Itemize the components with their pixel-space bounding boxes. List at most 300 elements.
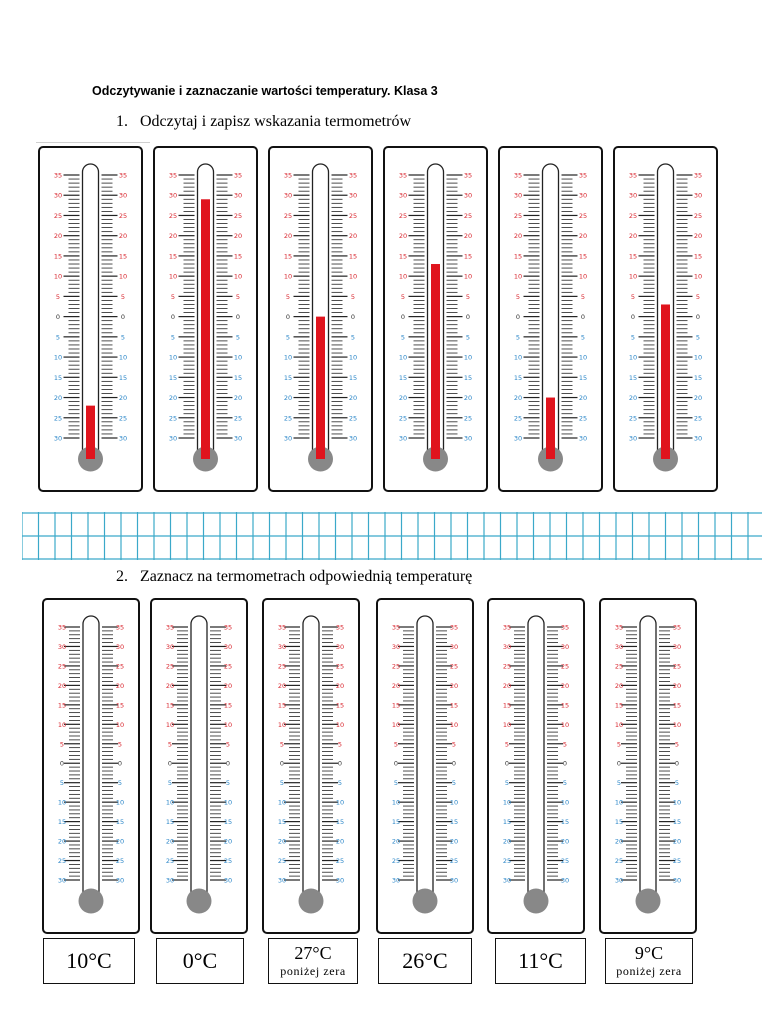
scale-label: 25 [53,211,63,220]
scale-label: 30 [391,642,401,651]
scale-label: 20 [233,232,243,241]
divider-line [36,142,150,143]
scale-label: 20 [57,681,67,690]
scale-label: 15 [672,818,682,827]
scale-label: 30 [513,434,523,443]
scale-label: 15 [449,701,459,710]
scale-label: 20 [165,837,175,846]
scale-label: 20 [463,232,473,241]
scale-label: 10 [348,353,358,362]
scale-label: 0 [465,313,471,322]
scale-label: 30 [53,434,63,443]
scale-label: 20 [277,681,287,690]
scale-label: 0 [674,759,680,768]
scale-label: 10 [165,798,175,807]
scale-label: 20 [57,837,67,846]
scale-label: 15 [348,252,358,261]
scale-label: 10 [578,353,588,362]
scale-label: 10 [560,798,570,807]
scale-label: 20 [391,837,401,846]
scale-label: 5 [120,333,126,342]
scale-label: 5 [400,292,406,301]
scale-label: 20 [614,837,624,846]
scale-label: 30 [398,191,408,200]
scale-label: 5 [279,779,285,788]
scale-label: 15 [118,373,128,382]
scale-label: 5 [451,779,457,788]
scale-label: 30 [463,191,473,200]
scale-label: 15 [168,252,178,261]
scale-label: 5 [616,779,622,788]
scale-label: 5 [393,740,399,749]
scale-label: 25 [115,662,125,671]
scale-label: 15 [578,252,588,261]
scale-label: 25 [449,662,459,671]
scale-label: 0 [59,759,65,768]
scale-label: 5 [616,740,622,749]
scale-label: 25 [502,662,512,671]
scale-label: 25 [348,211,358,220]
scale-label: 20 [513,394,523,403]
thermometer-blank-5[interactable] [487,598,585,934]
scale-label: 20 [348,232,358,241]
scale-label: 5 [562,740,568,749]
thermometer-4 [383,146,488,492]
scale-label: 15 [223,818,233,827]
scale-label: 5 [515,292,521,301]
scale-label: 10 [57,798,67,807]
mercury-column [661,304,670,459]
scale-label: 10 [614,720,624,729]
scale-label: 35 [463,171,473,180]
scale-label: 10 [223,798,233,807]
scale-label: 35 [391,623,401,632]
scale-label: 10 [463,272,473,281]
scale-label: 20 [672,837,682,846]
scale-label: 25 [693,211,703,220]
thermometer-blank-3[interactable] [262,598,360,934]
scale-label: 0 [225,759,231,768]
scale-label: 30 [165,642,175,651]
scale-label: 25 [560,662,570,671]
scale-label: 35 [335,623,345,632]
scale-label: 0 [117,759,123,768]
scale-label: 15 [391,818,401,827]
scale-label: 0 [120,313,126,322]
scale-label: 10 [53,353,63,362]
scale-label: 35 [449,623,459,632]
scale-label: 30 [283,434,293,443]
scale-label: 5 [59,779,65,788]
scale-label: 30 [502,642,512,651]
scale-label: 5 [120,292,126,301]
task-2-heading [116,568,472,586]
scale-label: 10 [449,798,459,807]
scale-label: 0 [695,313,701,322]
scale-label: 20 [168,232,178,241]
scale-label: 10 [277,720,287,729]
scale-label: 15 [513,373,523,382]
scale-label: 20 [277,837,287,846]
scale-label: 5 [515,333,521,342]
thermometer-graphic [500,148,601,490]
scale-label: 0 [504,759,510,768]
scale-label: 15 [398,252,408,261]
scale-label: 10 [233,353,243,362]
thermometer-blank-2[interactable] [150,598,248,934]
scale-label: 20 [53,232,63,241]
graph-paper-strip [22,512,762,560]
scale-label: 15 [277,818,287,827]
scale-label: 30 [277,876,287,885]
scale-label: 10 [513,353,523,362]
scale-label: 20 [165,681,175,690]
scale-label: 20 [391,681,401,690]
scale-label: 35 [118,171,128,180]
scale-label: 0 [616,759,622,768]
thermometer-graphic [378,600,472,932]
scale-label: 35 [614,623,624,632]
scale-label: 5 [580,292,586,301]
scale-label: 20 [168,394,178,403]
scale-label: 30 [693,434,703,443]
scale-label: 10 [449,720,459,729]
scale-label: 20 [335,681,345,690]
scale-label: 15 [118,252,128,261]
scale-label: 25 [57,662,67,671]
scale-label: 30 [277,642,287,651]
scale-label: 20 [115,837,125,846]
scale-label: 20 [398,394,408,403]
scale-label: 30 [335,876,345,885]
scale-label: 25 [463,414,473,423]
scale-label: 20 [115,681,125,690]
scale-label: 35 [223,623,233,632]
task-2-text: Zaznacz na termometrach odpowiednią temperaturę [140,568,473,585]
scale-label: 25 [283,414,293,423]
scale-label: 0 [235,313,241,322]
scale-label: 5 [117,740,123,749]
scale-label: 5 [235,333,241,342]
scale-label: 15 [560,701,570,710]
scale-label: 20 [283,232,293,241]
scale-label: 25 [223,662,233,671]
scale-label: 25 [335,662,345,671]
answer-box-1 [43,938,135,984]
scale-label: 0 [451,759,457,768]
scale-label: 15 [614,701,624,710]
scale-label: 5 [170,333,176,342]
scale-label: 20 [560,681,570,690]
scale-label: 20 [223,681,233,690]
scale-label: 25 [513,414,523,423]
thermometer-graphic [40,148,141,490]
scale-label: 30 [223,876,233,885]
thermometer-bulb [524,889,549,914]
scale-label: 15 [398,373,408,382]
scale-label: 30 [560,642,570,651]
scale-label: 20 [502,837,512,846]
scale-label: 30 [398,434,408,443]
scale-label: 10 [628,353,638,362]
scale-label: 30 [118,191,128,200]
scale-label: 10 [391,798,401,807]
answer-value: 9°C [634,943,664,963]
scale-label: 0 [400,313,406,322]
scale-label: 35 [672,623,682,632]
scale-label: 25 [391,662,401,671]
answer-note: poniżej zera [280,964,346,978]
scale-label: 25 [463,211,473,220]
scale-label: 30 [628,191,638,200]
scale-label: 10 [693,353,703,362]
answer-value: 0°C [182,948,218,973]
scale-label: 10 [578,272,588,281]
scale-label: 20 [628,232,638,241]
scale-label: 35 [53,171,63,180]
thermometer-2 [153,146,258,492]
scale-label: 15 [53,373,63,382]
thermometer-bulb [413,889,438,914]
scale-label: 30 [449,876,459,885]
scale-label: 10 [463,353,473,362]
scale-label: 35 [513,171,523,180]
thermometer-graphic [44,600,138,932]
scale-label: 20 [335,837,345,846]
scale-label: 15 [391,701,401,710]
scale-label: 25 [614,662,624,671]
scale-label: 10 [118,353,128,362]
scale-label: 30 [693,191,703,200]
answer-note: poniżej zera [616,964,682,978]
scale-label: 25 [53,414,63,423]
scale-label: 25 [223,857,233,866]
scale-label: 10 [614,798,624,807]
scale-label: 15 [628,252,638,261]
scale-label: 5 [235,292,241,301]
scale-label: 35 [168,171,178,180]
scale-label: 30 [614,642,624,651]
scale-label: 15 [449,818,459,827]
scale-label: 15 [57,818,67,827]
scale-label: 5 [630,292,636,301]
scale-label: 20 [560,837,570,846]
scale-label: 30 [449,642,459,651]
scale-label: 10 [672,798,682,807]
scale-label: 20 [502,681,512,690]
scale-label: 15 [115,701,125,710]
scale-label: 30 [513,191,523,200]
scale-label: 30 [223,642,233,651]
scale-label: 0 [580,313,586,322]
scale-label: 10 [348,272,358,281]
thermometer-bulb [79,889,104,914]
scale-label: 30 [463,434,473,443]
scale-label: 5 [562,779,568,788]
scale-label: 5 [170,292,176,301]
scale-label: 15 [578,373,588,382]
scale-label: 25 [398,211,408,220]
scale-label: 20 [672,681,682,690]
scale-label: 30 [560,876,570,885]
scale-label: 35 [233,171,243,180]
scale-label: 30 [53,191,63,200]
scale-label: 30 [348,434,358,443]
scale-label: 0 [285,313,291,322]
answer-box-2 [156,938,244,984]
scale-label: 15 [502,701,512,710]
scale-label: 30 [578,434,588,443]
scale-label: 15 [53,252,63,261]
scale-label: 0 [337,759,343,768]
scale-label: 10 [277,798,287,807]
scale-label: 25 [672,857,682,866]
thermometer-graphic [264,600,358,932]
thermometer-5 [498,146,603,492]
scale-label: 15 [115,818,125,827]
scale-label: 20 [223,837,233,846]
mercury-column [431,264,440,459]
scale-label: 15 [335,701,345,710]
scale-label: 35 [560,623,570,632]
scale-label: 10 [391,720,401,729]
scale-label: 5 [695,292,701,301]
scale-label: 10 [513,272,523,281]
scale-label: 15 [277,701,287,710]
scale-label: 30 [168,191,178,200]
scale-label: 20 [233,394,243,403]
task-1-number: 1. [116,113,128,130]
scale-label: 25 [277,857,287,866]
scale-label: 5 [504,779,510,788]
scale-label: 5 [225,779,231,788]
scale-label: 10 [693,272,703,281]
scale-label: 10 [283,272,293,281]
scale-label: 15 [165,701,175,710]
scale-label: 25 [168,211,178,220]
thermometer-graphic [615,148,716,490]
scale-label: 5 [465,333,471,342]
scale-label: 20 [53,394,63,403]
scale-label: 15 [463,373,473,382]
scale-label: 15 [560,818,570,827]
mercury-column [201,199,210,459]
scale-label: 20 [513,232,523,241]
scale-label: 35 [115,623,125,632]
scale-label: 30 [391,876,401,885]
mercury-column [86,406,95,459]
scale-label: 5 [285,333,291,342]
scale-label: 35 [348,171,358,180]
scale-label: 25 [165,857,175,866]
scale-label: 10 [223,720,233,729]
scale-label: 30 [578,191,588,200]
thermometer-blank-6[interactable] [599,598,697,934]
scale-label: 15 [283,373,293,382]
scale-label: 5 [59,740,65,749]
scale-label: 20 [578,394,588,403]
scale-label: 10 [165,720,175,729]
answer-box-6 [605,938,693,984]
scale-label: 20 [614,681,624,690]
scale-label: 25 [168,414,178,423]
scale-label: 0 [279,759,285,768]
scale-label: 5 [167,740,173,749]
scale-label: 5 [285,292,291,301]
thermometer-blank-1[interactable] [42,598,140,934]
scale-label: 15 [463,252,473,261]
mercury-column [546,398,555,459]
scale-label: 15 [165,818,175,827]
scale-label: 30 [165,876,175,885]
scale-label: 35 [502,623,512,632]
scale-label: 15 [223,701,233,710]
scale-label: 5 [504,740,510,749]
scale-label: 30 [283,191,293,200]
scale-label: 0 [393,759,399,768]
scale-label: 30 [502,876,512,885]
scale-label: 25 [165,662,175,671]
scale-label: 10 [502,798,512,807]
scale-label: 25 [513,211,523,220]
scale-label: 5 [465,292,471,301]
scale-label: 15 [283,252,293,261]
thermometer-graphic [385,148,486,490]
scale-label: 35 [283,171,293,180]
scale-label: 10 [398,272,408,281]
scale-label: 30 [57,876,67,885]
answer-box-5 [495,938,586,984]
answer-box-4 [378,938,472,984]
scale-label: 0 [55,313,61,322]
thermometer-bulb [636,889,661,914]
scale-label: 5 [674,779,680,788]
scale-label: 10 [628,272,638,281]
scale-label: 20 [578,232,588,241]
scale-label: 30 [57,642,67,651]
scale-label: 25 [449,857,459,866]
scale-label: 10 [335,798,345,807]
scale-label: 35 [398,171,408,180]
scale-label: 30 [628,434,638,443]
scale-label: 10 [118,272,128,281]
scale-label: 30 [115,642,125,651]
scale-label: 5 [55,292,61,301]
scale-label: 20 [693,232,703,241]
scale-label: 15 [693,373,703,382]
thermometer-blank-4[interactable] [376,598,474,934]
scale-label: 5 [393,779,399,788]
scale-label: 5 [350,333,356,342]
scale-label: 25 [115,857,125,866]
scale-label: 25 [348,414,358,423]
thermometer-3 [268,146,373,492]
scale-label: 35 [578,171,588,180]
scale-label: 10 [168,272,178,281]
answer-value: 26°C [402,948,448,973]
scale-label: 15 [233,252,243,261]
scale-label: 20 [693,394,703,403]
scale-label: 0 [562,759,568,768]
scale-label: 5 [630,333,636,342]
scale-label: 5 [580,333,586,342]
task-2-number: 2. [116,568,128,585]
scale-label: 5 [55,333,61,342]
thermometer-6 [613,146,718,492]
scale-label: 30 [168,434,178,443]
scale-label: 15 [348,373,358,382]
scale-label: 15 [693,252,703,261]
